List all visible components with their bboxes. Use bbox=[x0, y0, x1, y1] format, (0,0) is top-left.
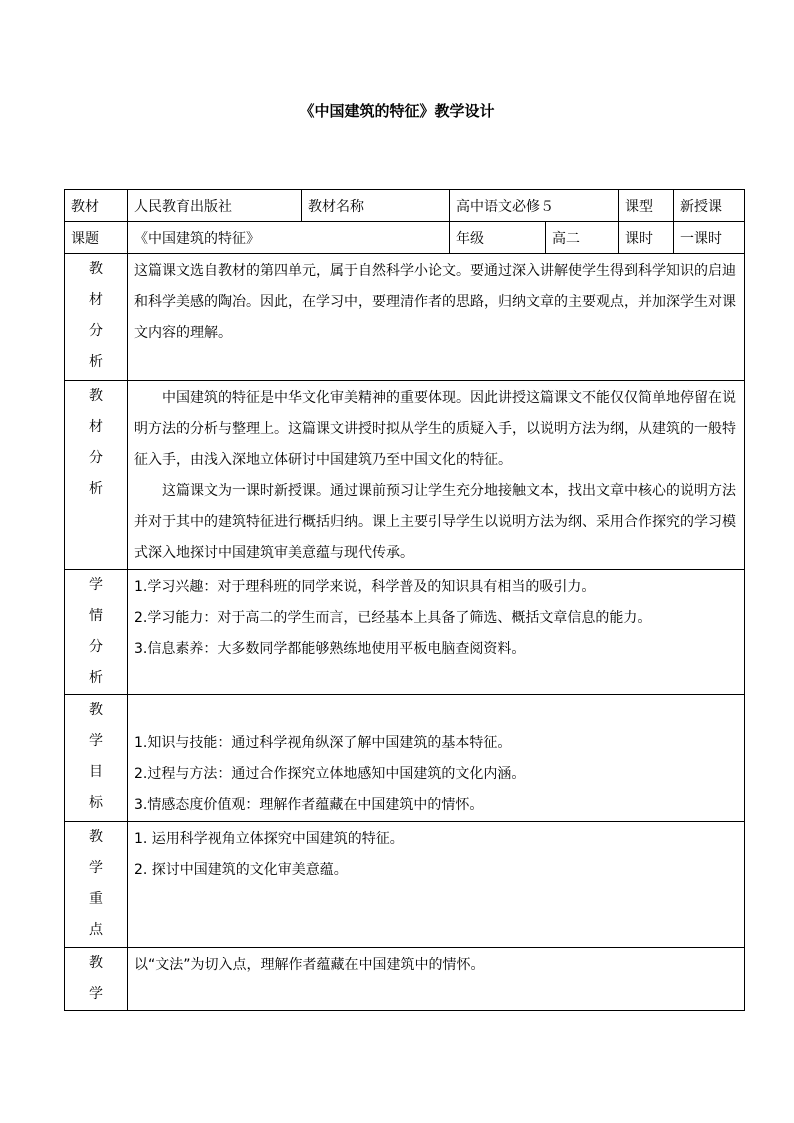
list-item: 1. 运用科学视角立体探究中国建筑的特征。 bbox=[134, 831, 404, 847]
section-content bbox=[128, 570, 745, 695]
label-grade: 年级 bbox=[450, 222, 546, 254]
section-label: 教 学 bbox=[65, 948, 128, 1011]
label-class-hours: 课时 bbox=[619, 222, 674, 254]
section-teaching-goals bbox=[65, 695, 745, 822]
section-content bbox=[128, 254, 745, 381]
section-label: 教 学 目 标 bbox=[65, 695, 128, 822]
paragraph: 这篇课文选自教材的第四单元，属于自然科学小论文。要通过深入讲解使学生得到科学知识的启迪和科学美感的陶冶。因此，在学习中，要理清作者的思路，归纳文章的主要观点，并加深学生对课文内容的理解。 bbox=[134, 263, 736, 341]
list-item: 2.过程与方法：通过合作探究立体地感知中国建筑的文化内涵。 bbox=[134, 766, 526, 782]
topic-value: 《中国建筑的特征》 bbox=[128, 222, 450, 254]
section-key-points bbox=[65, 822, 745, 948]
header-row-1 bbox=[65, 190, 745, 222]
label-textbook: 教材 bbox=[65, 190, 128, 222]
list-item: 1.学习兴趣：对于理科班的同学来说，科学普及的知识具有相当的吸引力。 bbox=[134, 579, 596, 595]
section-content bbox=[128, 695, 745, 822]
lesson-type-value: 新授课 bbox=[674, 190, 745, 222]
list-item: 3.信息素养：大多数同学都能够熟练地使用平板电脑查阅资料。 bbox=[134, 641, 526, 657]
header-row-2 bbox=[65, 222, 745, 254]
section-label: 教 材 分 析 bbox=[65, 254, 128, 381]
section-label: 教 材 分 析 bbox=[65, 381, 128, 570]
grade-value: 高二 bbox=[546, 222, 619, 254]
lesson-plan-table bbox=[64, 189, 745, 1011]
list-item: 1.知识与技能：通过科学视角纵深了解中国建筑的基本特征。 bbox=[134, 735, 512, 751]
paragraph: 这篇课文为一课时新授课。通过课前预习让学生充分地接触文本，找出文章中核心的说明方法并对于其中的建筑特征进行概括归纳。课上主要引导学生以说明方法为纲、采用合作探究的学习模式深入地探讨中国建筑审美意蕴与现代传承。 bbox=[134, 483, 736, 561]
section-label: 教 学 重 点 bbox=[65, 822, 128, 948]
page-title: 《中国建筑的特征》教学设计 bbox=[299, 102, 495, 120]
section-content bbox=[128, 948, 745, 1011]
section-textbook-analysis-1 bbox=[65, 254, 745, 381]
section-content bbox=[128, 381, 745, 570]
section-textbook-analysis-2 bbox=[65, 381, 745, 570]
textbook-name-value: 高中语文必修５ bbox=[450, 190, 619, 222]
section-teaching bbox=[65, 948, 745, 1011]
label-topic: 课题 bbox=[65, 222, 128, 254]
list-item: 2.学习能力：对于高二的学生而言，已经基本上具备了筛选、概括文章信息的能力。 bbox=[134, 610, 652, 626]
section-content bbox=[128, 822, 745, 948]
label-lesson-type: 课型 bbox=[619, 190, 674, 222]
publisher-value: 人民教育出版社 bbox=[128, 190, 302, 222]
label-textbook-name: 教材名称 bbox=[302, 190, 450, 222]
section-label: 学 情 分 析 bbox=[65, 570, 128, 695]
class-hours-value: 一课时 bbox=[674, 222, 745, 254]
list-item: 3.情感态度价值观：理解作者蕴藏在中国建筑中的情怀。 bbox=[134, 797, 484, 813]
paragraph: 中国建筑的特征是中华文化审美精神的重要体现。因此讲授这篇课文不能仅仅简单地停留在说明方法的分析与整理上。这篇课文讲授时拟从学生的质疑入手，以说明方法为纲，从建筑的一般特征入手，由浅入深地立体研讨中国建筑乃至中国文化的特征。 bbox=[134, 390, 736, 468]
section-student-analysis bbox=[65, 570, 745, 695]
list-item: 以“文法”为切入点，理解作者蕴藏在中国建筑中的情怀。 bbox=[134, 957, 485, 973]
list-item: 2. 探讨中国建筑的文化审美意蕴。 bbox=[134, 862, 348, 878]
